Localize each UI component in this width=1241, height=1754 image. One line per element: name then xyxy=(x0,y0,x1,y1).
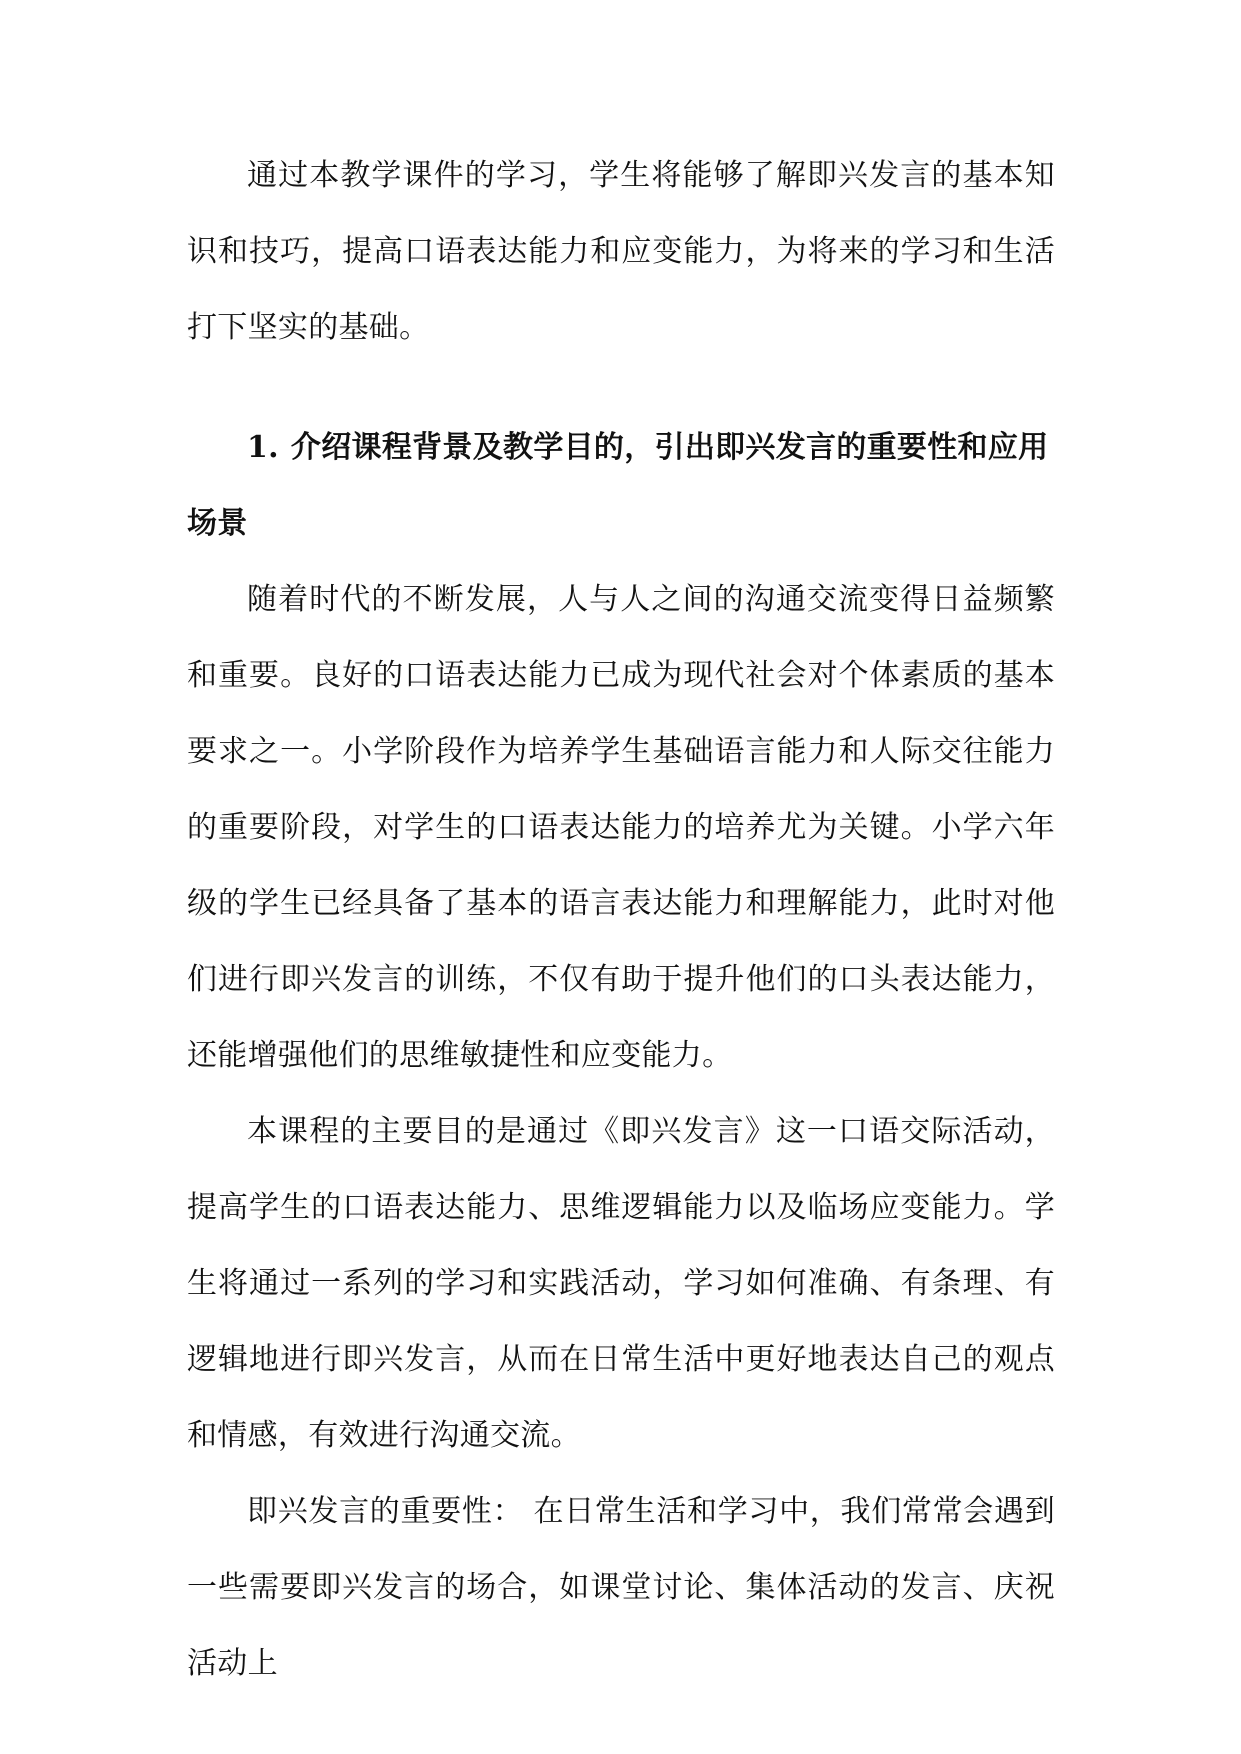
paragraph-spacer xyxy=(187,366,1055,410)
intro-paragraph: 通过本教学课件的学习，学生将能够了解即兴发言的基本知识和技巧，提高口语表达能力和应变能力，为将来的学习和生活打下坚实的基础。 xyxy=(187,158,1055,345)
section-title: 介绍课程背景及教学目的，引出即兴发言的重要性和应用场景 xyxy=(187,430,1049,541)
document-body xyxy=(187,138,1055,1702)
section-number: 1. xyxy=(247,430,279,465)
background-paragraph: 随着时代的不断发展，人与人之间的沟通交流变得日益频繁和重要。良好的口语表达能力已成为现代社会对个体素质的基本要求之一。小学阶段作为培养学生基础语言能力和人际交往能力的重要阶段，对学生的口语表达能力的培养尤为关键。小学六年级的学生已经具备了基本的语言表达能力和理解能力，此时对他们进行即兴发言的训练，不仅有助于提升他们的口头表达能力，还能增强他们的思维敏捷性和应变能力。 xyxy=(187,582,1055,1073)
objective-paragraph: 本课程的主要目的是通过《即兴发言》这一口语交际活动，提高学生的口语表达能力、思维逻辑能力以及临场应变能力。学生将通过一系列的学习和实践活动，学习如何准确、有条理、有逻辑地进行即兴发言，从而在日常生活中更好地表达自己的观点和情感，有效进行沟通交流。 xyxy=(187,1114,1055,1453)
importance-paragraph: 即兴发言的重要性： 在日常生活和学习中，我们常常会遇到一些需要即兴发言的场合，如课堂讨论、集体活动的发言、庆祝活动上 xyxy=(187,1494,1055,1681)
section-heading xyxy=(187,410,1055,562)
